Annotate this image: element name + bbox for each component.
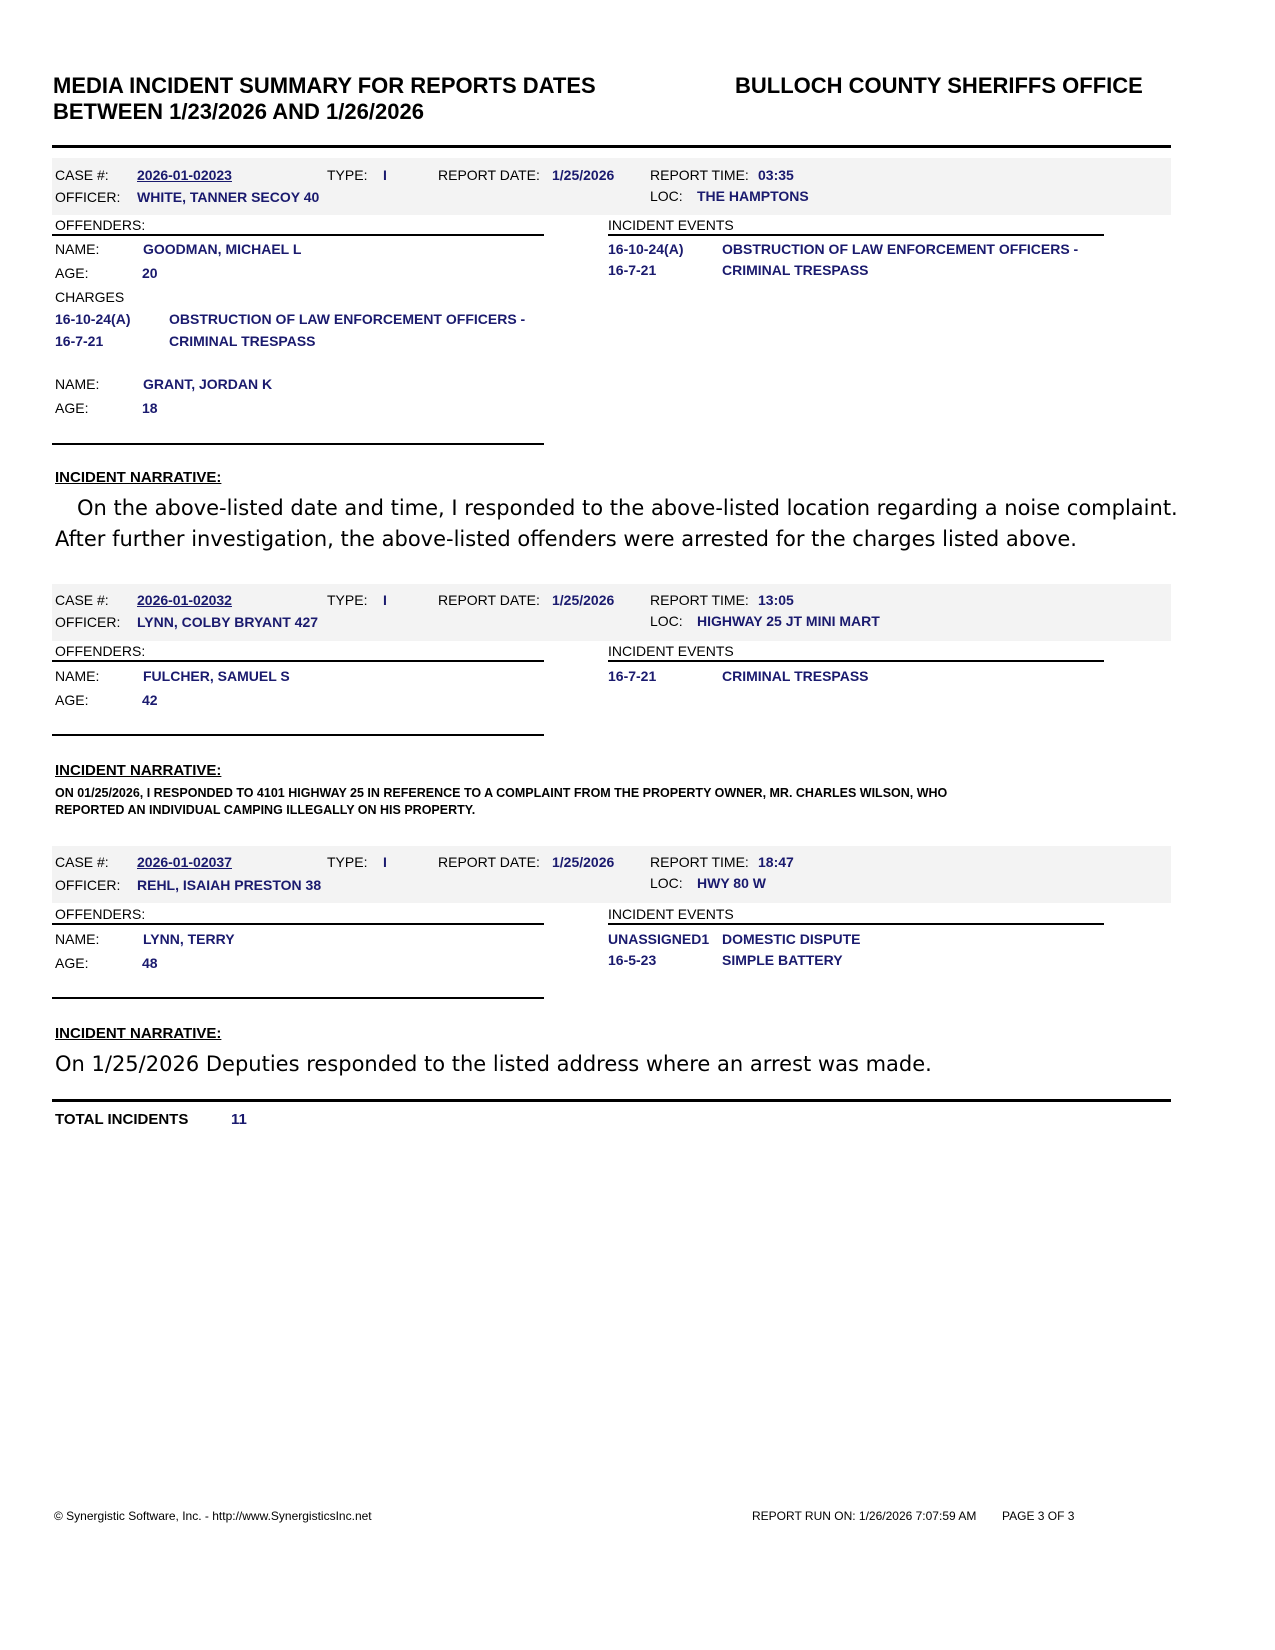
events-underline — [608, 660, 1104, 662]
loc-label: LOC: — [650, 875, 683, 891]
report-date-label: REPORT DATE: — [438, 592, 540, 608]
case-number-link[interactable]: 2026-01-02023 — [137, 167, 232, 183]
offender-age-label: AGE: — [55, 955, 89, 971]
offenders-underline — [52, 234, 544, 236]
charges-label: CHARGES — [55, 289, 125, 305]
narrative-text — [55, 785, 1115, 819]
report-date-value: 1/25/2026 — [552, 854, 615, 870]
narrative-line: After further investigation, the above-listed offenders were arrested for the charges listed above. — [55, 527, 1077, 551]
incident-events-label: INCIDENT EVENTS — [608, 643, 734, 659]
event-desc: CRIMINAL TRESPASS — [722, 262, 869, 278]
footer-page-number: PAGE 3 OF 3 — [1002, 1509, 1075, 1523]
offenders-label: OFFENDERS: — [55, 217, 146, 233]
case-label: CASE #: — [55, 592, 109, 608]
offender-age-value: 18 — [142, 400, 158, 416]
type-label: TYPE: — [327, 167, 368, 183]
charge-code: 16-7-21 — [55, 333, 104, 349]
type-value: I — [383, 854, 387, 870]
case-label: CASE #: — [55, 854, 109, 870]
officer-value: LYNN, COLBY BRYANT 427 — [137, 614, 319, 630]
narrative-heading: INCIDENT NARRATIVE: — [55, 1025, 222, 1042]
report-date-value: 1/25/2026 — [552, 592, 615, 608]
offenders-underline — [52, 660, 544, 662]
case-number-link[interactable]: 2026-01-02037 — [137, 854, 232, 870]
narrative-text — [55, 493, 1178, 555]
total-incidents-value: 11 — [231, 1111, 247, 1128]
offenders-section-end — [52, 734, 544, 736]
offender-name-value: LYNN, TERRY — [143, 931, 235, 947]
type-value: I — [383, 167, 387, 183]
report-time-label: REPORT TIME: — [650, 592, 749, 608]
offender-name-label: NAME: — [55, 376, 100, 392]
type-value: I — [383, 592, 387, 608]
offenders-label: OFFENDERS: — [55, 906, 146, 922]
report-time-label: REPORT TIME: — [650, 854, 749, 870]
report-time-value: 03:35 — [758, 167, 794, 183]
charge-code: 16-10-24(A) — [55, 311, 131, 327]
event-desc: DOMESTIC DISPUTE — [722, 931, 861, 947]
narrative-line: On 1/25/2026 Deputies responded to the listed address where an arrest was made. — [55, 1052, 932, 1076]
header-divider — [52, 145, 1171, 148]
loc-label: LOC: — [650, 613, 683, 629]
officer-label: OFFICER: — [55, 614, 121, 630]
offenders-section-end — [52, 997, 544, 999]
officer-label: OFFICER: — [55, 877, 121, 893]
narrative-line: ON 01/25/2026, I RESPONDED TO 4101 HIGHWAY 25 IN REFERENCE TO A COMPLAINT FROM THE PROPERTY OWNER, MR. CHARLES WILSON, WHO — [55, 786, 948, 800]
report-title — [53, 73, 596, 125]
total-divider — [52, 1099, 1171, 1102]
offender-name-value: GOODMAN, MICHAEL L — [143, 241, 302, 257]
event-code: 16-10-24(A) — [608, 241, 684, 257]
event-code: UNASSIGNED1 — [608, 931, 710, 947]
narrative-heading: INCIDENT NARRATIVE: — [55, 469, 222, 486]
events-underline — [608, 234, 1104, 236]
charge-desc: CRIMINAL TRESPASS — [169, 333, 316, 349]
report-title-line1: MEDIA INCIDENT SUMMARY FOR REPORTS DATES — [53, 73, 596, 98]
footer-copyright: © Synergistic Software, Inc. - http://www.SynergisticsInc.net — [54, 1509, 372, 1523]
loc-value: THE HAMPTONS — [697, 188, 809, 204]
report-time-value: 18:47 — [758, 854, 794, 870]
report-title-line2: BETWEEN 1/23/2026 AND 1/26/2026 — [53, 99, 424, 124]
total-incidents-label: TOTAL INCIDENTS — [55, 1111, 189, 1128]
report-date-label: REPORT DATE: — [438, 854, 540, 870]
type-label: TYPE: — [327, 592, 368, 608]
offenders-label: OFFENDERS: — [55, 643, 146, 659]
offender-age-value: 48 — [142, 955, 158, 971]
offenders-section-end — [52, 443, 544, 445]
offender-age-label: AGE: — [55, 265, 89, 281]
officer-value: REHL, ISAIAH PRESTON 38 — [137, 877, 322, 893]
offender-name-value: GRANT, JORDAN K — [143, 376, 273, 392]
case-number-link[interactable]: 2026-01-02032 — [137, 592, 232, 608]
narrative-line: On the above-listed date and time, I responded to the above-listed location regarding a noise complaint. — [77, 496, 1178, 520]
offender-name-value: FULCHER, SAMUEL S — [143, 668, 290, 684]
report-time-label: REPORT TIME: — [650, 167, 749, 183]
narrative-text — [55, 1049, 932, 1080]
incident-events-label: INCIDENT EVENTS — [608, 906, 734, 922]
event-code: 16-7-21 — [608, 668, 657, 684]
narrative-heading: INCIDENT NARRATIVE: — [55, 762, 222, 779]
offender-name-label: NAME: — [55, 931, 100, 947]
event-desc: OBSTRUCTION OF LAW ENFORCEMENT OFFICERS - — [722, 241, 1079, 257]
charge-desc: OBSTRUCTION OF LAW ENFORCEMENT OFFICERS - — [169, 311, 526, 327]
event-code: 16-7-21 — [608, 262, 657, 278]
incident-events-label: INCIDENT EVENTS — [608, 217, 734, 233]
case-label: CASE #: — [55, 167, 109, 183]
event-desc: SIMPLE BATTERY — [722, 952, 843, 968]
events-underline — [608, 923, 1104, 925]
event-desc: CRIMINAL TRESPASS — [722, 668, 869, 684]
offender-age-value: 42 — [142, 692, 158, 708]
offender-age-value: 20 — [142, 265, 158, 281]
offender-name-label: NAME: — [55, 241, 100, 257]
type-label: TYPE: — [327, 854, 368, 870]
agency-name: BULLOCH COUNTY SHERIFFS OFFICE — [735, 73, 1143, 98]
officer-value: WHITE, TANNER SECOY 40 — [137, 189, 320, 205]
report-date-label: REPORT DATE: — [438, 167, 540, 183]
offenders-underline — [52, 923, 544, 925]
event-code: 16-5-23 — [608, 952, 657, 968]
loc-value: HIGHWAY 25 JT MINI MART — [697, 613, 880, 629]
narrative-line: REPORTED AN INDIVIDUAL CAMPING ILLEGALLY ON HIS PROPERTY. — [55, 803, 476, 817]
offender-age-label: AGE: — [55, 400, 89, 416]
offender-age-label: AGE: — [55, 692, 89, 708]
loc-value: HWY 80 W — [697, 875, 766, 891]
loc-label: LOC: — [650, 188, 683, 204]
offender-name-label: NAME: — [55, 668, 100, 684]
officer-label: OFFICER: — [55, 189, 121, 205]
report-time-value: 13:05 — [758, 592, 794, 608]
report-date-value: 1/25/2026 — [552, 167, 615, 183]
footer-report-run: REPORT RUN ON: 1/26/2026 7:07:59 AM — [752, 1509, 977, 1523]
